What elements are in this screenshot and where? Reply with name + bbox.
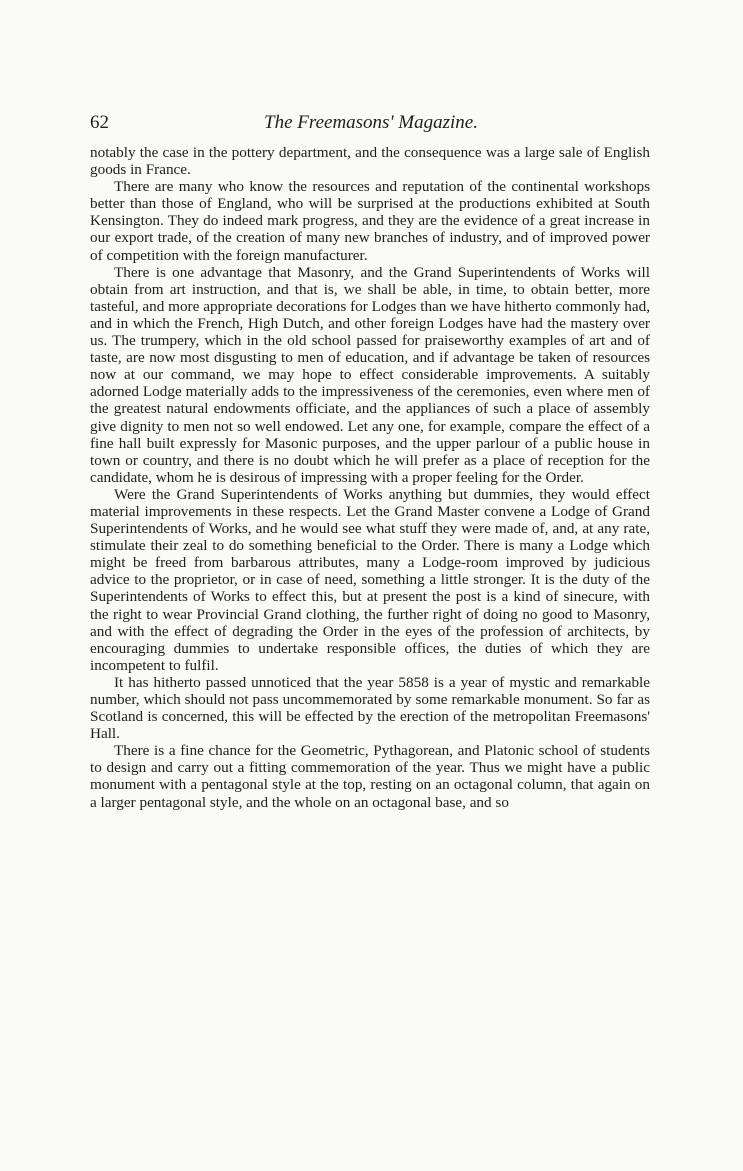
paragraph-4: Were the Grand Superintendents of Works anything but dummies, they would effect material improvements in these respects. Let the Grand Master convene a Lodge of Grand Superintendents of Works, and he would see what stuff they were made of, and, at any rate, stimulate their zeal to do something beneficial to the Order. There is many a Lodge which might be freed from barbarous attributes, many a Lodge-room improved by judicious advice to the proprietor, or in case of need, something a little stronger. It is the duty of the Superintendents of Works to effect this, but at present the post is a kind of sinecure, with the right to wear Provincial Grand clothing, the further right of doing no good to Masonry, and with the effect of degrading the Order in the eyes of the profession of architects, by encouraging dummies to undertake responsible offices, the duties of which they are incompetent to fulfil. [90, 485, 650, 674]
running-title: The Freemasons' Magazine. [264, 112, 478, 133]
page-number: 62 [90, 112, 109, 133]
paragraph-3: There is one advantage that Masonry, and the Grand Superintendents of Works will obtain from art instruction, and that is, we shall be able, in time, to obtain better, more tasteful, and more appropriate decorations for Lodges than we have hitherto commonly had, and in which the French, High Dutch, and other foreign Lodges have had the mastery over us. The trumpery, which in the old school passed for praiseworthy examples of art and of taste, are now most disgusting to men of education, and if advantage be taken of resources now at our command, we may hope to effect considerable improvements. A suitably adorned Lodge materially adds to the impressiveness of the ceremonies, even where men of the greatest natural endowments officiate, and the appliances of such a place of assembly give dignity to men not so well endowed. Let any one, for example, compare the effect of a fine hall built expressly for Masonic purposes, and the upper parlour of a public house in town or country, and there is no doubt which he will prefer as a place of reception for the candidate, whom he is desirous of impressing with a proper feeling for the Order. [90, 263, 650, 486]
paragraph-5: It has hitherto passed unnoticed that the year 5858 is a year of mystic and remarkable number, which should not pass uncommemorated by some remarkable monument. So far as Scotland is concerned, this will be effected by the erection of the metropolitan Freemasons' Hall. [90, 673, 650, 743]
article-body [90, 144, 650, 811]
page-header [90, 112, 652, 138]
paragraph-6: There is a fine chance for the Geometric, Pythagorean, and Platonic school of students to design and carry out a fitting commemoration of the year. Thus we might have a public monument with a pentagonal style at the top, resting on an octagonal column, that again on a larger pentagonal style, and the whole on an octagonal base, and so [90, 742, 650, 811]
paragraph-2: There are many who know the resources and reputation of the continental workshops better than those of England, who will be surprised at the productions exhibited at South Kensington. They do indeed mark progress, and they are the evidence of a great increase in our export trade, of the creation of many new branches of industry, and of improved power of competition with the foreign manufacturer. [90, 178, 650, 264]
paragraph-1: notably the case in the pottery department, and the consequence was a large sale of English goods in France. [90, 144, 650, 179]
